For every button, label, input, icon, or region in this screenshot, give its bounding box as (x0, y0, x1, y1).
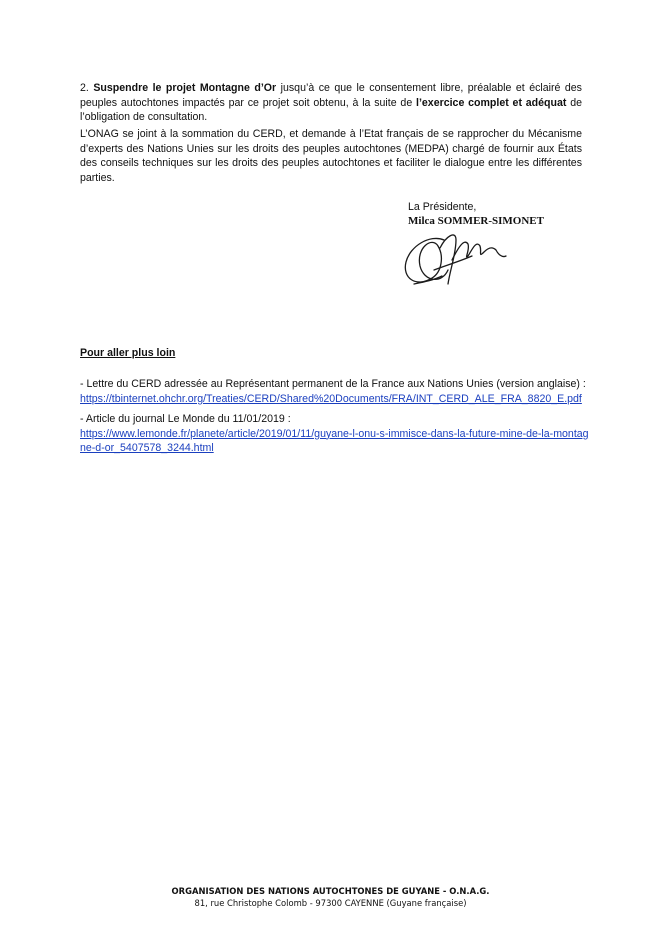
reference-text: - Article du journal Le Monde du 11/01/2019 : (80, 413, 291, 425)
reference-text: - Lettre du CERD adressée au Représentant permanent de la France aux Nations Unies (version anglaise) : (80, 378, 586, 390)
footer-address: 81, rue Christophe Colomb - 97300 CAYENNE (Guyane française) (194, 898, 467, 908)
reference-item (80, 377, 590, 406)
point-2-paragraph (80, 81, 582, 125)
page-footer (0, 885, 661, 910)
handwritten-signature (398, 226, 510, 292)
footer-organization: ORGANISATION DES NATIONS AUTOCHTONES DE GUYANE - O.N.A.G. (171, 886, 490, 896)
point-bold-lead: Suspendre le projet Montagne d’Or (93, 82, 277, 94)
reference-link-cerd[interactable]: https://tbinternet.ohchr.org/Treaties/CERD/Shared%20Documents/FRA/INT_CERD_ALE_FRA_8820_E.pdf (80, 392, 582, 405)
further-reading-title: Pour aller plus loin (80, 347, 176, 359)
signature-block (408, 200, 544, 228)
signatory-role: La Présidente, (408, 201, 477, 213)
reference-item (80, 412, 590, 456)
point-bold-mid: l’exercice complet et adéquat (416, 96, 567, 109)
signatory-name: Milca SOMMER-SIMONET (408, 215, 544, 227)
point-text-b: de l’obligation de consultation. (80, 96, 582, 124)
onag-paragraph: L’ONAG se joint à la sommation du CERD, et demande à l’Etat français de se rapprocher du Mécanisme d’experts des Nations Unies sur les droits des peuples autochtones (MEDPA) chargé de fournir aux États des conseils techniques sur les droits des peuples autochtones et faciliter le dialogue entre les différentes parties. (80, 128, 582, 184)
point-text-a: jusqu’à ce que le consentement libre, préalable et éclairé des peuples autochtones impactés par ce projet soit obtenu, à la suite de (80, 82, 582, 109)
point-number: 2. (80, 82, 89, 94)
reference-link-lemonde[interactable]: https://www.lemonde.fr/planete/article/2019/01/11/guyane-l-onu-s-immisce-dans-la-future-mine-de-la-montagne-d-or_5407578_3244.html (80, 427, 589, 455)
